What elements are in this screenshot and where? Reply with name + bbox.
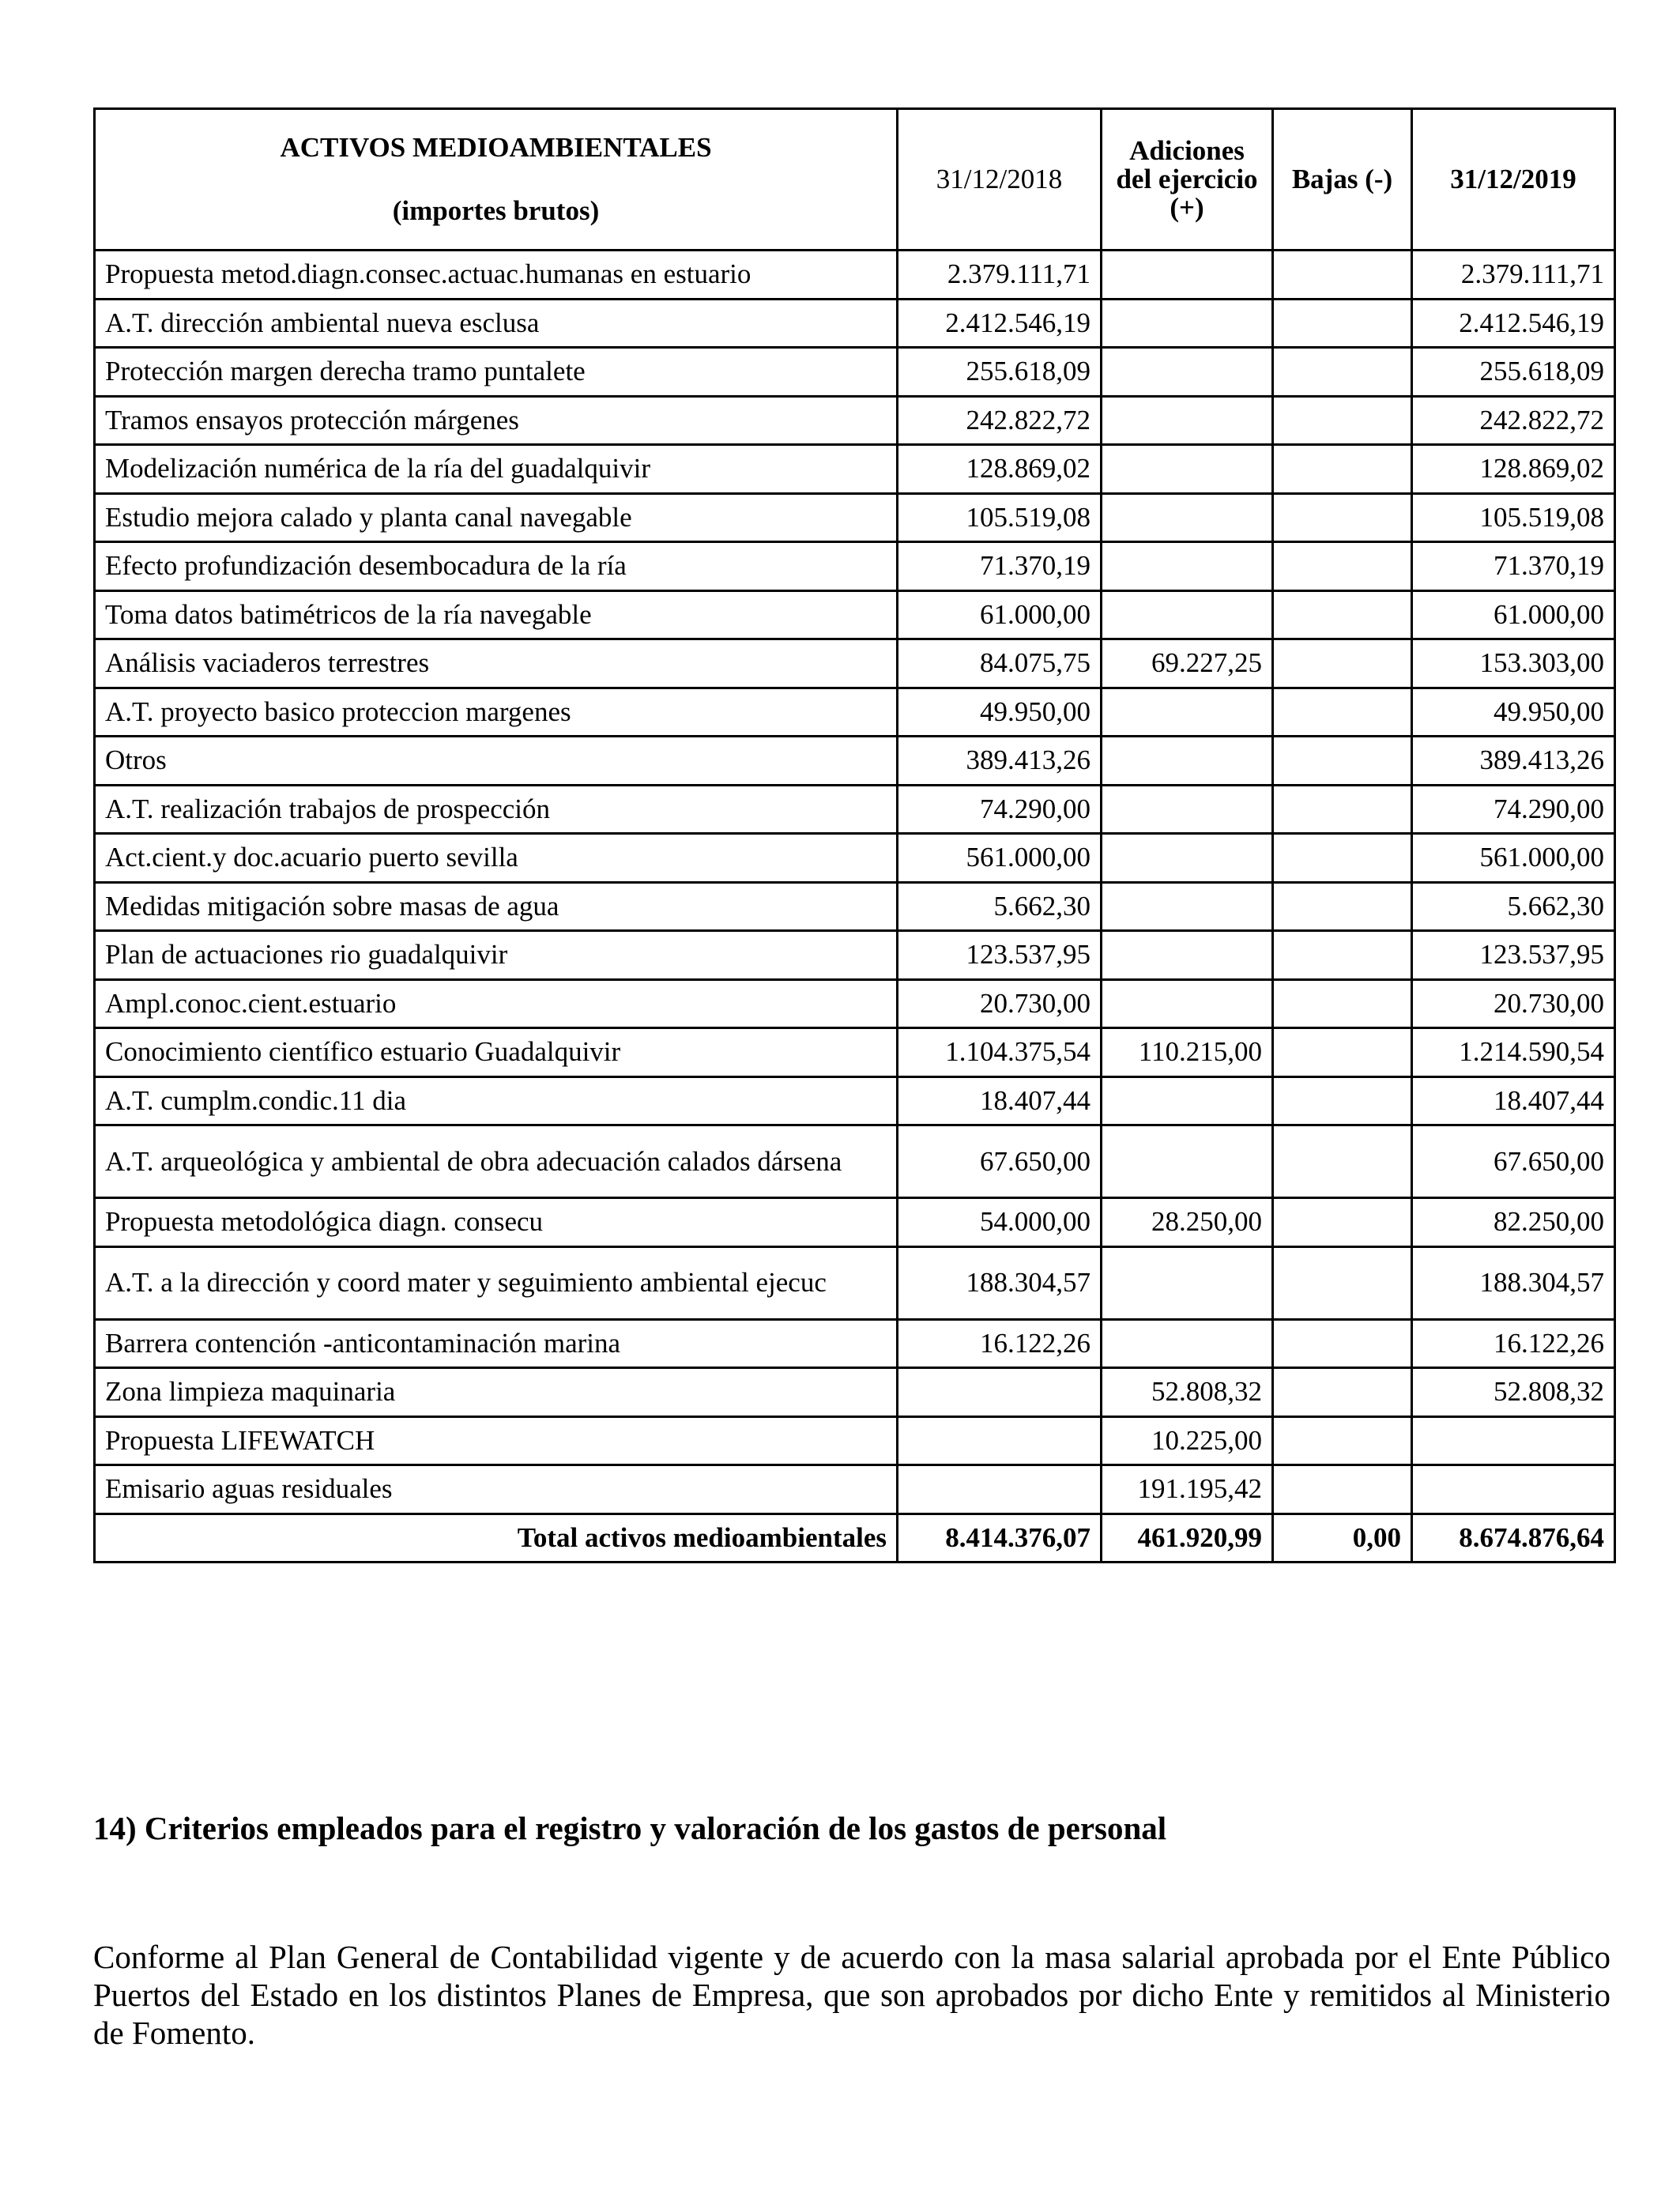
cell-2018: 61.000,00 bbox=[898, 590, 1102, 639]
cell-2019: 5.662,30 bbox=[1412, 882, 1615, 931]
cell-2018: 128.869,02 bbox=[898, 445, 1102, 494]
cell-2019: 74.290,00 bbox=[1412, 785, 1615, 834]
cell-bajas bbox=[1273, 882, 1412, 931]
cell-concept: Tramos ensayos protección márgenes bbox=[95, 396, 898, 445]
cell-concept: Propuesta metodológica diagn. consecu bbox=[95, 1198, 898, 1247]
cell-bajas bbox=[1273, 1125, 1412, 1198]
table-row bbox=[95, 688, 1615, 737]
cell-concept: Propuesta LIFEWATCH bbox=[95, 1416, 898, 1465]
header-bajas: Bajas (-) bbox=[1273, 109, 1412, 251]
cell-2019: 255.618,09 bbox=[1412, 348, 1615, 397]
cell-concept: Efecto profundización desembocadura de la ría bbox=[95, 542, 898, 591]
table-row bbox=[95, 251, 1615, 300]
cell-bajas bbox=[1273, 1198, 1412, 1247]
cell-adiciones: 191.195,42 bbox=[1102, 1465, 1273, 1514]
cell-adiciones bbox=[1102, 1319, 1273, 1368]
cell-2018 bbox=[898, 1368, 1102, 1417]
cell-2019: 82.250,00 bbox=[1412, 1198, 1615, 1247]
cell-bajas bbox=[1273, 1416, 1412, 1465]
cell-adiciones: 52.808,32 bbox=[1102, 1368, 1273, 1417]
cell-adiciones bbox=[1102, 785, 1273, 834]
cell-adiciones: 10.225,00 bbox=[1102, 1416, 1273, 1465]
cell-bajas bbox=[1273, 737, 1412, 786]
cell-bajas bbox=[1273, 1028, 1412, 1077]
cell-concept: Conocimiento científico estuario Guadalquivir bbox=[95, 1028, 898, 1077]
cell-concept: Zona limpieza maquinaria bbox=[95, 1368, 898, 1417]
section-paragraph: Conforme al Plan General de Contabilidad vigente y de acuerdo con la masa salarial aprobada por el Ente Público Puertos del Estado en los distintos Planes de Empresa, que son aprobados por dicho Ente y remitidos al Ministerio de Fomento. bbox=[93, 1939, 1610, 2051]
cell-concept: A.T. a la dirección y coord mater y seguimiento ambiental ejecuc bbox=[95, 1246, 898, 1319]
cell-bajas bbox=[1273, 931, 1412, 980]
table-row bbox=[95, 882, 1615, 931]
cell-2019: 561.000,00 bbox=[1412, 834, 1615, 883]
cell-2018: 54.000,00 bbox=[898, 1198, 1102, 1247]
cell-2019: 20.730,00 bbox=[1412, 979, 1615, 1028]
cell-adiciones bbox=[1102, 493, 1273, 542]
cell-bajas bbox=[1273, 834, 1412, 883]
section-heading: 14) Criterios empleados para el registro y valoración de los gastos de personal bbox=[93, 1810, 1167, 1846]
table-row bbox=[95, 1246, 1615, 1319]
cell-adiciones bbox=[1102, 979, 1273, 1028]
cell-bajas bbox=[1273, 299, 1412, 348]
cell-2018: 561.000,00 bbox=[898, 834, 1102, 883]
cell-2018: 18.407,44 bbox=[898, 1076, 1102, 1125]
header-2019: 31/12/2019 bbox=[1412, 109, 1615, 251]
cell-concept: Propuesta metod.diagn.consec.actuac.humanas en estuario bbox=[95, 251, 898, 300]
header-2018: 31/12/2018 bbox=[898, 109, 1102, 251]
cell-bajas bbox=[1273, 493, 1412, 542]
table-row bbox=[95, 639, 1615, 688]
cell-2018: 242.822,72 bbox=[898, 396, 1102, 445]
cell-bajas bbox=[1273, 1076, 1412, 1125]
cell-bajas bbox=[1273, 639, 1412, 688]
cell-concept: Toma datos batimétricos de la ría navegable bbox=[95, 590, 898, 639]
total-label: Total activos medioambientales bbox=[95, 1514, 898, 1563]
cell-2018: 5.662,30 bbox=[898, 882, 1102, 931]
table-row bbox=[95, 834, 1615, 883]
table-row bbox=[95, 396, 1615, 445]
cell-bajas bbox=[1273, 542, 1412, 591]
table-row bbox=[95, 785, 1615, 834]
cell-2019 bbox=[1412, 1416, 1615, 1465]
cell-concept: Estudio mejora calado y planta canal navegable bbox=[95, 493, 898, 542]
cell-adiciones bbox=[1102, 445, 1273, 494]
cell-adiciones bbox=[1102, 590, 1273, 639]
total-2019: 8.674.876,64 bbox=[1412, 1514, 1615, 1563]
table-row bbox=[95, 979, 1615, 1028]
cell-adiciones bbox=[1102, 1246, 1273, 1319]
cell-2018: 20.730,00 bbox=[898, 979, 1102, 1028]
cell-adiciones bbox=[1102, 396, 1273, 445]
cell-2018: 2.412.546,19 bbox=[898, 299, 1102, 348]
cell-adiciones bbox=[1102, 1125, 1273, 1198]
cell-concept: A.T. realización trabajos de prospección bbox=[95, 785, 898, 834]
cell-bajas bbox=[1273, 348, 1412, 397]
table-row bbox=[95, 1416, 1615, 1465]
cell-bajas bbox=[1273, 688, 1412, 737]
cell-concept: Ampl.conoc.cient.estuario bbox=[95, 979, 898, 1028]
table-row bbox=[95, 445, 1615, 494]
cell-concept: Emisario aguas residuales bbox=[95, 1465, 898, 1514]
environmental-assets-table bbox=[93, 107, 1616, 1563]
cell-bajas bbox=[1273, 1246, 1412, 1319]
table-subtitle: (importes brutos) bbox=[392, 195, 600, 226]
cell-bajas bbox=[1273, 1368, 1412, 1417]
cell-adiciones bbox=[1102, 882, 1273, 931]
cell-2019: 18.407,44 bbox=[1412, 1076, 1615, 1125]
cell-adiciones bbox=[1102, 1076, 1273, 1125]
cell-2018: 74.290,00 bbox=[898, 785, 1102, 834]
cell-adiciones bbox=[1102, 348, 1273, 397]
table-row bbox=[95, 1465, 1615, 1514]
table-row bbox=[95, 1198, 1615, 1247]
cell-2018: 389.413,26 bbox=[898, 737, 1102, 786]
cell-2018: 49.950,00 bbox=[898, 688, 1102, 737]
cell-concept: A.T. proyecto basico proteccion margenes bbox=[95, 688, 898, 737]
cell-2018: 123.537,95 bbox=[898, 931, 1102, 980]
cell-2018: 67.650,00 bbox=[898, 1125, 1102, 1198]
cell-2018: 255.618,09 bbox=[898, 348, 1102, 397]
cell-concept: Protección margen derecha tramo puntalete bbox=[95, 348, 898, 397]
cell-concept: Modelización numérica de la ría del guadalquivir bbox=[95, 445, 898, 494]
table-row bbox=[95, 542, 1615, 591]
cell-2018: 16.122,26 bbox=[898, 1319, 1102, 1368]
cell-bajas bbox=[1273, 251, 1412, 300]
total-row bbox=[95, 1514, 1615, 1563]
cell-concept: Análisis vaciaderos terrestres bbox=[95, 639, 898, 688]
table-title: ACTIVOS MEDIOAMBIENTALES bbox=[280, 132, 712, 163]
table-row bbox=[95, 1125, 1615, 1198]
cell-concept: Barrera contención -anticontaminación marina bbox=[95, 1319, 898, 1368]
cell-adiciones bbox=[1102, 931, 1273, 980]
header-adiciones: Adiciones del ejercicio (+) bbox=[1102, 109, 1273, 251]
total-bajas: 0,00 bbox=[1273, 1514, 1412, 1563]
cell-2019: 67.650,00 bbox=[1412, 1125, 1615, 1198]
cell-2018: 188.304,57 bbox=[898, 1246, 1102, 1319]
table-header-row bbox=[95, 109, 1615, 251]
table-row bbox=[95, 931, 1615, 980]
cell-bajas bbox=[1273, 396, 1412, 445]
table-row bbox=[95, 493, 1615, 542]
cell-adiciones bbox=[1102, 299, 1273, 348]
cell-2019: 128.869,02 bbox=[1412, 445, 1615, 494]
cell-concept: Medidas mitigación sobre masas de agua bbox=[95, 882, 898, 931]
table-row bbox=[95, 737, 1615, 786]
table-row bbox=[95, 299, 1615, 348]
cell-2019: 2.412.546,19 bbox=[1412, 299, 1615, 348]
cell-2019 bbox=[1412, 1465, 1615, 1514]
cell-2018: 71.370,19 bbox=[898, 542, 1102, 591]
cell-adiciones: 110.215,00 bbox=[1102, 1028, 1273, 1077]
cell-2019: 71.370,19 bbox=[1412, 542, 1615, 591]
table-row bbox=[95, 1076, 1615, 1125]
cell-2019: 188.304,57 bbox=[1412, 1246, 1615, 1319]
cell-2019: 242.822,72 bbox=[1412, 396, 1615, 445]
cell-concept: Act.cient.y doc.acuario puerto sevilla bbox=[95, 834, 898, 883]
total-adiciones: 461.920,99 bbox=[1102, 1514, 1273, 1563]
cell-concept: Plan de actuaciones rio guadalquivir bbox=[95, 931, 898, 980]
cell-bajas bbox=[1273, 590, 1412, 639]
cell-adiciones: 28.250,00 bbox=[1102, 1198, 1273, 1247]
cell-adiciones bbox=[1102, 834, 1273, 883]
cell-adiciones bbox=[1102, 688, 1273, 737]
cell-bajas bbox=[1273, 445, 1412, 494]
cell-2019: 49.950,00 bbox=[1412, 688, 1615, 737]
cell-adiciones: 69.227,25 bbox=[1102, 639, 1273, 688]
cell-2019: 123.537,95 bbox=[1412, 931, 1615, 980]
cell-2019: 153.303,00 bbox=[1412, 639, 1615, 688]
table-row bbox=[95, 348, 1615, 397]
cell-2018 bbox=[898, 1416, 1102, 1465]
cell-2019: 61.000,00 bbox=[1412, 590, 1615, 639]
table-row bbox=[95, 1368, 1615, 1417]
table-row bbox=[95, 1028, 1615, 1077]
cell-adiciones bbox=[1102, 251, 1273, 300]
header-concept bbox=[95, 109, 898, 251]
cell-bajas bbox=[1273, 785, 1412, 834]
cell-2018: 1.104.375,54 bbox=[898, 1028, 1102, 1077]
cell-2019: 16.122,26 bbox=[1412, 1319, 1615, 1368]
cell-2019: 105.519,08 bbox=[1412, 493, 1615, 542]
cell-2018: 84.075,75 bbox=[898, 639, 1102, 688]
cell-2018 bbox=[898, 1465, 1102, 1514]
cell-bajas bbox=[1273, 1465, 1412, 1514]
table-body bbox=[95, 251, 1615, 1514]
cell-concept: A.T. cumplm.condic.11 dia bbox=[95, 1076, 898, 1125]
table-row bbox=[95, 1319, 1615, 1368]
cell-concept: A.T. dirección ambiental nueva esclusa bbox=[95, 299, 898, 348]
total-2018: 8.414.376,07 bbox=[898, 1514, 1102, 1563]
table-row bbox=[95, 590, 1615, 639]
cell-2019: 389.413,26 bbox=[1412, 737, 1615, 786]
cell-bajas bbox=[1273, 1319, 1412, 1368]
cell-concept: Otros bbox=[95, 737, 898, 786]
cell-2018: 2.379.111,71 bbox=[898, 251, 1102, 300]
cell-adiciones bbox=[1102, 737, 1273, 786]
cell-bajas bbox=[1273, 979, 1412, 1028]
cell-2018: 105.519,08 bbox=[898, 493, 1102, 542]
cell-concept: A.T. arqueológica y ambiental de obra adecuación calados dársena bbox=[95, 1125, 898, 1198]
cell-2019: 1.214.590,54 bbox=[1412, 1028, 1615, 1077]
cell-2019: 52.808,32 bbox=[1412, 1368, 1615, 1417]
cell-adiciones bbox=[1102, 542, 1273, 591]
cell-2019: 2.379.111,71 bbox=[1412, 251, 1615, 300]
